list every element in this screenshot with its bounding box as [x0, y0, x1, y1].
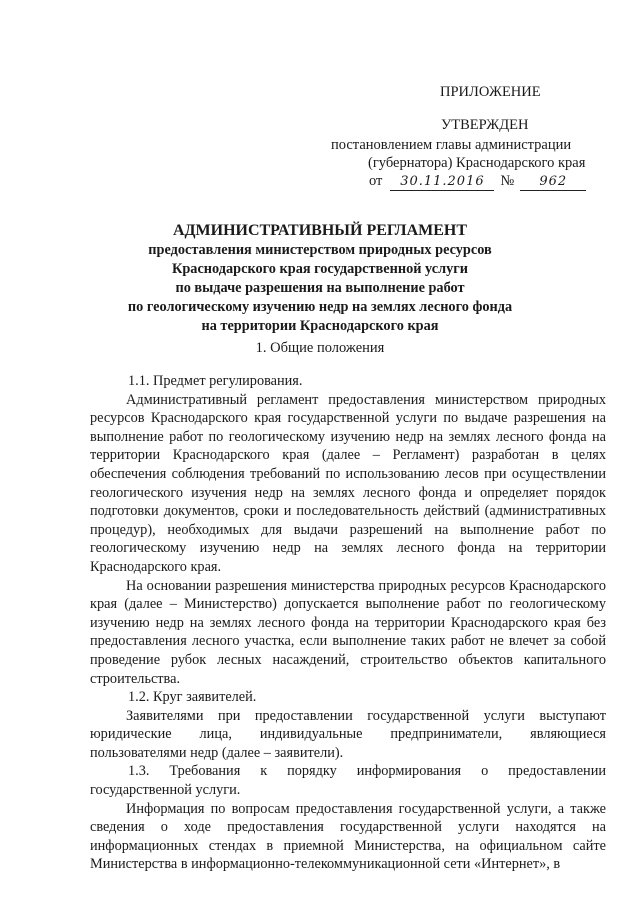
appendix-label: ПРИЛОЖЕНИЕ [440, 84, 541, 100]
subsection-heading: 1.2. Круг заявителей. [128, 689, 257, 706]
title-line: по выдаче разрешения на выполнение работ [175, 280, 465, 296]
approved-by-line-2: (губернатора) Краснодарского края [368, 155, 586, 171]
subsection-heading: 1.1. Предмет регулирования. [128, 373, 303, 389]
approved-label: УТВЕРЖДЕН [441, 117, 529, 133]
date-prefix: от [369, 173, 383, 189]
number-prefix: № [500, 173, 515, 189]
document-body [90, 372, 606, 874]
approved-by-line-1: постановлением главы администрации [331, 137, 572, 153]
body-paragraph: Административный регламент предоставления министерством природных ресурсов Краснодарского края государственной услуги по выдаче разрешения на выполнение работ по геологическому изучению недр на землях лесного фонда на территории Краснодарского края (далее – Регламент) разработан в целях обеспечения соблюдения требований по использованию лесов при осуществлении геологического изучения недр на землях лесного фонда и определяет порядок подготовки документов, сроки и последовательность действий (административных процедур), необходимых для выдачи разрешений на выполнение работ по геологическому изучению недр на землях лесного фонда на территории Краснодарского края. [90, 391, 606, 575]
section-heading: 1. Общие положения [255, 340, 385, 356]
body-paragraph: Информация по вопросам предоставления государственной услуги, а также сведения о ходе предоставления государственной услуги находятся на информационных стендах в приемной Министерства, на официальном сайте Министерства в информационно-телекоммуникационной сети «Интернет», в [90, 800, 606, 873]
title-line: Краснодарского края государственной услуги [171, 261, 468, 277]
body-paragraph: Заявителями при предоставлении государственной услуги выступают юридические лица, индивидуальные предприниматели, являющиеся пользователями недр (далее – заявители). [90, 707, 606, 761]
document-title [0, 221, 640, 336]
title-line: предоставления министерством природных ресурсов [148, 242, 492, 258]
title-main: АДМИНИСТРАТИВНЫЙ РЕГЛАМЕНТ [172, 222, 468, 239]
title-line: по геологическому изучению недр на землях лесного фонда [127, 299, 513, 315]
handwritten-date: 30.11.2016 [390, 174, 494, 191]
title-line: на территории Краснодарского края [201, 318, 439, 334]
subsection-heading: 1.3. Требования к порядку информирования о предоставлении государственной услуги. [90, 763, 606, 799]
decree-date-line [369, 173, 586, 191]
handwritten-number: 962 [520, 174, 586, 191]
body-paragraph: На основании разрешения министерства природных ресурсов Краснодарского края (далее – Министерство) допускается выполнение работ по геологическому изучению недр на землях лесного фонда на территории Краснодарского края без предоставления лесного участка, если выполнение таких работ не влечет за собой проведение рубок лесных насаждений, строительство объектов капитального строительства. [90, 577, 606, 687]
